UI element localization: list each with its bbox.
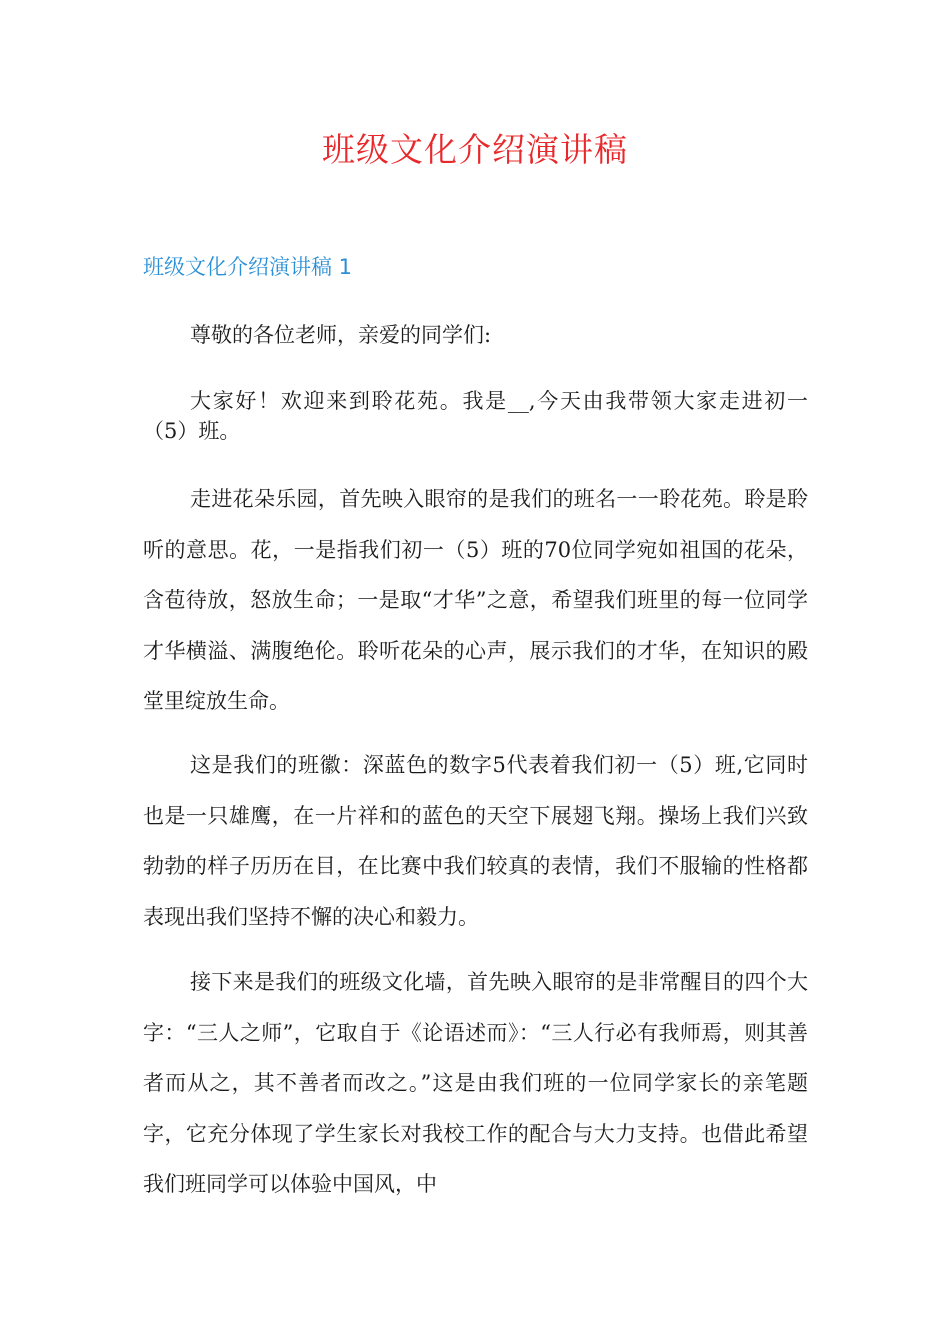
paragraph-culture-wall: 接下来是我们的班级文化墙，首先映入眼帘的是非常醒目的四个大字：“三人之师”，它取自于《论语述而》：“三人行必有我师焉，则其善者而从之，其不善者而改之。”这是由我们班的一位同学家长的亲笔题字，它充分体现了学生家长对我校工作的配合与大力支持。也借此希望我们班同学可以体验中国风，中 [143, 970, 808, 1196]
section-heading: 班级文化介绍演讲稿 1 [143, 255, 353, 279]
paragraph-class-badge: 这是我们的班徽：深蓝色的数字5代表着我们初一（5）班,它同时也是一只雄鹰，在一片祥和的蓝色的天空下展翅飞翔。操场上我们兴致勃勃的样子历历在目，在比赛中我们较真的表情，我们不服输的性格都表现出我们坚持不懈的决心和毅力。 [143, 753, 808, 929]
paragraph-intro: 大家好！欢迎来到聆花苑。我是__,今天由我带领大家走进初一（5）班。 [143, 389, 808, 443]
paragraph-greeting: 尊敬的各位老师，亲爱的同学们: [190, 323, 492, 347]
document-title: 班级文化介绍演讲稿 [322, 130, 628, 169]
paragraph-class-name: 走进花朵乐园，首先映入眼帘的是我们的班名一一聆花苑。聆是聆听的意思。花，一是指我们初一（5）班的70位同学宛如祖国的花朵，含苞待放，怒放生命；一是取“才华”之意，希望我们班里的每一位同学才华横溢、满腹绝伦。聆听花朵的心声，展示我们的才华，在知识的殿堂里绽放生命。 [143, 487, 808, 713]
